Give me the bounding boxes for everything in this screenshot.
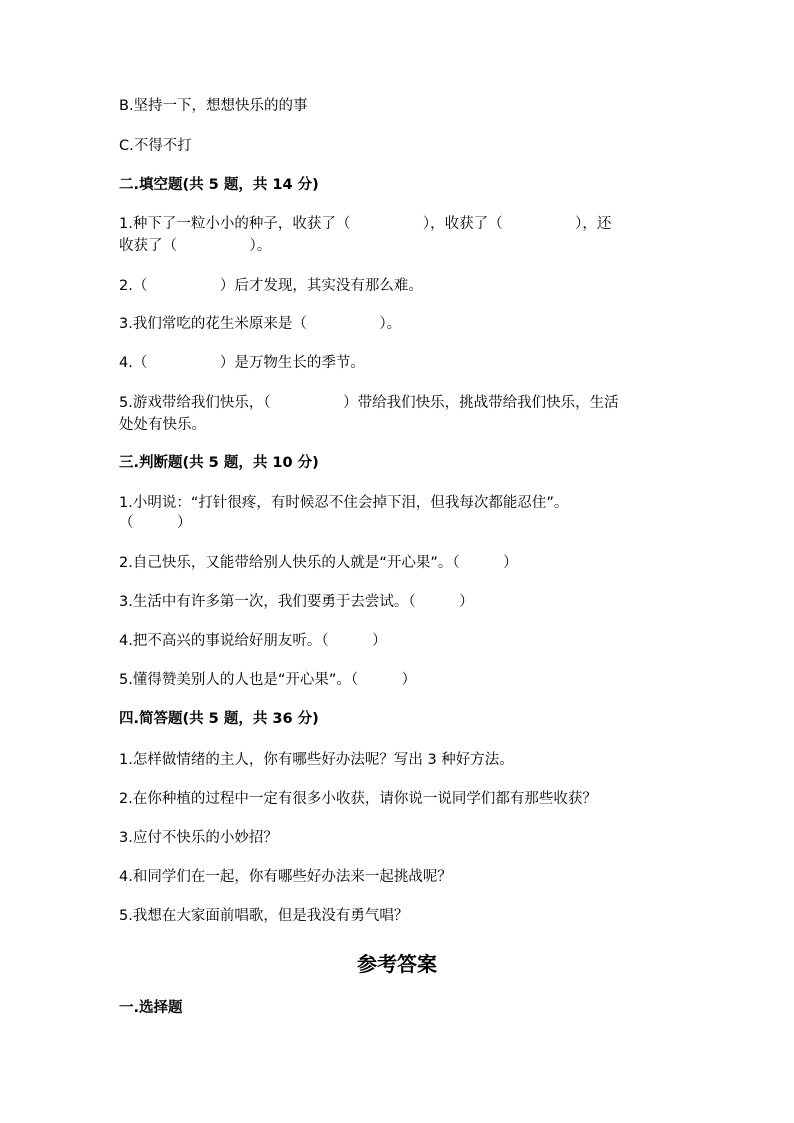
short-answer-q2: 2.在你种植的过程中一定有很多小收获，请你说一说同学们都有那些收获？ bbox=[119, 791, 597, 807]
true-false-q3: 3.生活中有许多第一次，我们要勇于去尝试。（ ） bbox=[119, 594, 474, 610]
fill-blank-q3: 3.我们常吃的花生米原来是（ ）。 bbox=[119, 316, 402, 332]
true-false-q1-line1: 1.小明说：“打针很疼，有时候忍不住会掉下泪，但我每次都能忍住”。 bbox=[119, 495, 569, 511]
section-heading-short-answer: 四.简答题(共 5 题，共 36 分) bbox=[119, 711, 319, 727]
answer-key-title: 参考答案 bbox=[357, 952, 437, 976]
short-answer-q5: 5.我想在大家面前唱歌，但是我没有勇气唱？ bbox=[119, 908, 409, 924]
answer-section-heading-choice: 一.选择题 bbox=[119, 1000, 183, 1016]
short-answer-q4: 4.和同学们在一起，你有哪些好办法来一起挑战呢？ bbox=[119, 869, 452, 885]
fill-blank-q5-line1: 5.游戏带给我们快乐，（ ）带给我们快乐，挑战带给我们快乐，生活 bbox=[119, 395, 619, 411]
short-answer-q1: 1.怎样做情绪的主人，你有哪些好办法呢？写出 3 种好方法。 bbox=[119, 752, 514, 768]
option-c: C.不得不打 bbox=[119, 138, 192, 154]
true-false-q1-line2: （ ） bbox=[119, 515, 192, 531]
fill-blank-q1-line1: 1.种下了一粒小小的种子，收获了（ ），收获了（ ），还 bbox=[119, 216, 612, 232]
short-answer-q3: 3.应付不快乐的小妙招？ bbox=[119, 830, 278, 846]
option-b: B.坚持一下，想想快乐的的事 bbox=[119, 98, 308, 114]
section-heading-fill-blank: 二.填空题(共 5 题，共 14 分) bbox=[119, 177, 319, 193]
fill-blank-q2: 2.（ ）后才发现，其实没有那么难。 bbox=[119, 278, 423, 294]
true-false-q2: 2.自己快乐，又能带给别人快乐的人就是“开心果”。（ ） bbox=[119, 555, 518, 571]
fill-blank-q4: 4.（ ）是万物生长的季节。 bbox=[119, 355, 365, 371]
fill-blank-q1-line2: 收获了（ ）。 bbox=[119, 238, 272, 254]
fill-blank-q5-line2: 处处有快乐。 bbox=[119, 417, 206, 433]
section-heading-true-false: 三.判断题(共 5 题，共 10 分) bbox=[119, 455, 319, 471]
true-false-q5: 5.懂得赞美别人的人也是“开心果”。（ ） bbox=[119, 672, 417, 688]
true-false-q4: 4.把不高兴的事说给好朋友听。（ ） bbox=[119, 633, 387, 649]
